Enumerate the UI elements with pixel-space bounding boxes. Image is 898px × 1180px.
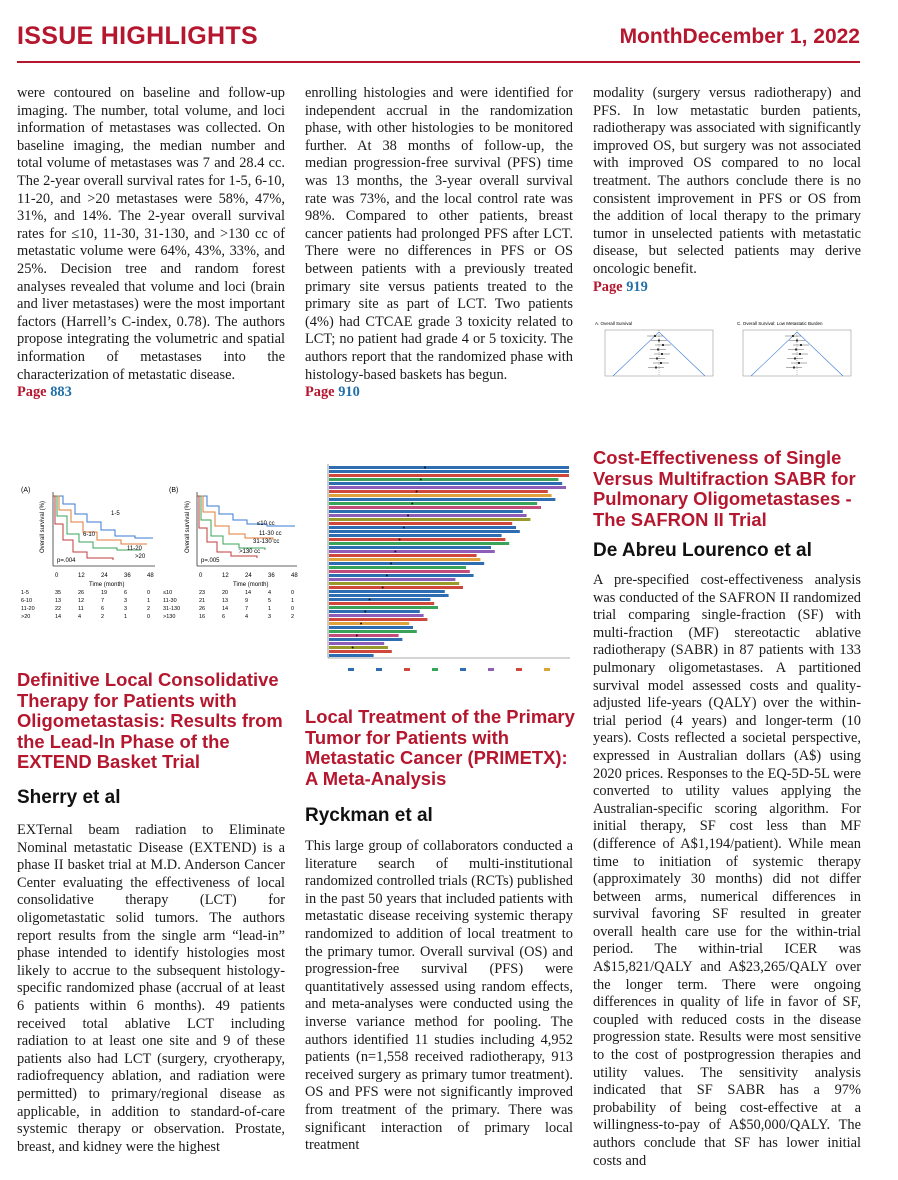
panel_a-risk-value: 14 xyxy=(55,614,62,620)
swimmer-event-marker xyxy=(424,467,426,469)
panel_b-risk-value: 14 xyxy=(222,606,229,612)
page-reference xyxy=(17,384,285,402)
panel-a-series-label-3: 11-20 xyxy=(127,546,142,552)
panel-b-risk-table xyxy=(163,590,294,620)
article-author-sherry: Sherry et al xyxy=(17,787,121,808)
col3-top-text xyxy=(593,85,861,296)
panel_a-risk-value: 1 xyxy=(147,598,151,604)
paragraph: modality (surgery versus radiotherapy) and PFS. In low metastatic burden patients, radiotherapy was associated with significantly improved OS, but surgery was not associated with improved OS compared to no local treatment. The authors conclude there is no consistent improvement in PFS or OS from the addition of local therapy to the primary tumor in unselected patients with metastatic disease, but selected patients may derive oncologic benefit. xyxy=(593,85,861,277)
swimmer-bar xyxy=(329,466,569,469)
panel-b-label: (B) xyxy=(169,487,179,494)
paragraph: enrolling histologies and were identified for independent accrual in the randomization phase, with other histologies to be monitored further. At 38 months of follow-up, the median progression-free survival (PFS) time was 13 months, the 3-year overall survival rate was 73%, and the local control rate was 98%. Compared to other patients, breast cancer patients had prolonged PFS after LCT. There were no differences in PFS or OS between patients with a previously treated primary site versus patients treated to the primary site as part of LCT. Two patients (4%) had CTCAE grade 3 toxicity related to LCT; no patient had grade 4 or 5 toxicity. The authors report that the randomized phase with histology-based baskets has begun. xyxy=(305,85,573,383)
swimmer-plot-figure xyxy=(308,446,576,690)
page-label: Page xyxy=(305,384,335,401)
panel_a-tick-label: 36 xyxy=(124,573,131,579)
swimmer-legend-swatch xyxy=(544,668,550,671)
panel_b-risk-row-label: >130 xyxy=(163,614,176,620)
panel_a-risk-value: 7 xyxy=(101,598,105,604)
panel_b-tick-label: 24 xyxy=(245,573,252,579)
panel_a-tick-label: 48 xyxy=(147,573,154,579)
panel_a-risk-row-label: 6-10 xyxy=(21,598,33,604)
forest-panel-c-title: C. Overall Survival: Low Metastatic Burden xyxy=(737,321,823,326)
panel_b-tick-label: 12 xyxy=(222,573,229,579)
panel-a-pvalue: p=.004 xyxy=(57,558,76,564)
panel_b-risk-value: 20 xyxy=(222,590,229,596)
panel_a-risk-value: 26 xyxy=(78,590,85,596)
panel_a-risk-row-label: 1-5 xyxy=(21,590,29,596)
header-section-title: ISSUE HIGHLIGHTS xyxy=(17,22,258,50)
article-title-primetx: Local Treatment of the Primary Tumor for Patients with Metastatic Cancer (PRIMETX): A Meta-Analysis xyxy=(305,706,575,789)
panel_b-risk-value: 16 xyxy=(199,614,206,620)
col1-article-text xyxy=(17,822,285,1156)
panel_a-risk-value: 19 xyxy=(101,590,108,596)
swimmer-legend-swatch xyxy=(376,668,382,671)
forest-point xyxy=(794,358,796,360)
swimmer-bar xyxy=(329,590,445,593)
swimmer-bar xyxy=(329,494,552,497)
panel_a-risk-value: 11 xyxy=(78,606,84,612)
forest-point xyxy=(792,335,794,337)
swimmer-bar xyxy=(329,642,384,645)
panel-b-pvalue: p=.005 xyxy=(201,558,220,564)
page-number: 919 xyxy=(626,278,648,295)
swimmer-bar xyxy=(329,586,463,589)
panel_a-risk-value: 35 xyxy=(55,590,62,596)
paragraph: EXTernal beam radiation to Eliminate Nominal metastatic Disease (EXTEND) is a phase II basket trial at M.D. Anderson Cancer Center evaluating the effectiveness of local consolidative therapy (LCT) for oligometastatic solid tumors. The authors report results from the single arm “lead-in” phase intended to identify histologies most likely to accrue to the subsequent histology-specific randomized phase (accrual of at least 6 patients within 6 months). 49 patients received total ablative LCT including radiation to at least one site and 9 of these patients also had LCT (surgery, cryotherapy, radiofrequency ablation, and radiation were permitted) to primary/regional disease as applicable, in addition to standard-of-care systemic therapy or observation. Prostate, breast, and kidney were the highest xyxy=(17,822,285,1155)
forest-plot-figure xyxy=(593,318,861,388)
panel-b-series-label-2: 11-30 cc xyxy=(259,531,282,537)
forest-point xyxy=(658,340,660,342)
forest-point xyxy=(655,367,657,369)
col1-top-text xyxy=(17,85,285,402)
panel_a-risk-value: 22 xyxy=(55,606,62,612)
swimmer-legend-swatch xyxy=(488,668,494,671)
forest-point xyxy=(656,358,658,360)
swimmer-bar xyxy=(329,582,459,585)
page-label: Page xyxy=(17,384,47,401)
panel_b-risk-value: 9 xyxy=(245,598,249,604)
panel-b-series-label-4: >130 cc xyxy=(239,549,261,555)
panel_b-risk-value: 3 xyxy=(268,614,272,620)
swimmer-bar xyxy=(329,562,484,565)
panel_b-risk-value: 0 xyxy=(291,606,295,612)
panel_a-risk-value: 3 xyxy=(124,606,128,612)
panel_a-tick-label: 0 xyxy=(55,573,59,579)
swimmer-bar xyxy=(329,574,474,577)
article-author-ryckman: Ryckman et al xyxy=(305,805,433,826)
swimmer-bar xyxy=(329,490,548,493)
panel_b-tick-label: 36 xyxy=(268,573,275,579)
swimmer-bar xyxy=(329,602,434,605)
swimmer-bar xyxy=(329,626,413,629)
panel-a-label: (A) xyxy=(21,487,31,494)
swimmer-event-marker xyxy=(399,539,401,541)
panel_a-risk-row-label: 11-20 xyxy=(21,606,35,612)
panel_b-risk-value: 1 xyxy=(268,606,272,612)
panel-a-risk-table xyxy=(21,590,150,620)
forest-point xyxy=(799,353,801,355)
panel_a-risk-value: 4 xyxy=(78,614,82,620)
swimmer-bar xyxy=(329,558,480,561)
swimmer-bar xyxy=(329,650,392,653)
paragraph: This large group of collaborators conducted a literature search of multi-institutional randomized controlled trials (RCTs) published in the past 50 years that included patients with metastatic disease receiving systemic therapy randomized to addition of local treatment to the primary tumor. Overall survival (OS) and progression-free survival (PFS) were quantitatively assessed using random effects, and meta-analyses were conducted using the inverse variance method for pooling. The authors identified 11 studies including 4,952 patients (n=1,558 received radiotherapy, 913 received surgery as primary tumor treatment). OS and PFS were not significantly improved from treatment of the primary. There was significant interaction of primary local treatment xyxy=(305,838,573,1154)
forest-point xyxy=(661,353,663,355)
panel_a-risk-value: 13 xyxy=(55,598,62,604)
swimmer-bar xyxy=(329,514,527,517)
swimmer-bar xyxy=(329,506,541,509)
col2-article-text xyxy=(305,838,573,1155)
panel-b-series-label-1: ≤10 cc xyxy=(257,521,275,527)
panel_b-risk-value: 14 xyxy=(245,590,252,596)
panel-b-series-label-3: 31-130 cc xyxy=(253,539,280,545)
panel_b-risk-value: 1 xyxy=(291,598,295,604)
swimmer-bar xyxy=(329,554,477,557)
swimmer-event-marker xyxy=(407,515,409,517)
article-author-de-abreu-lourenco: De Abreu Lourenco et al xyxy=(593,540,812,561)
swimmer-bar xyxy=(329,470,569,473)
page-label: Page xyxy=(593,278,623,295)
article-title-safron: Cost-Effectiveness of Single Versus Multifraction SABR for Pulmonary Oligometastases - The SAFRON II Trial xyxy=(593,447,856,530)
swimmer-bar xyxy=(329,478,558,481)
paragraph: were contoured on baseline and follow-up imaging. The number, total volume, and loci information of metastases was collected. On baseline imaging, the median number and total volume of metastases was 7 and 28.4 cc. The 2-year overall survival rates for 1-5, 6-10, 11-20, and >20 metastases were 58%, 47%, 31%, and 14%. The 2-year overall survival rates for ≤10, 11-30, 31-130, and >130 cc of metastatic volume were 64%, 43%, 33%, and 25%. Decision tree and random forest analyses revealed that volume and loci (brain and liver metastases) were the most important factors (Harrell’s C-index, 0.78). The authors propose integrating the volumetric and spatial information of metastases into the characterization of metastatic disease. xyxy=(17,85,285,383)
swimmer-bar xyxy=(329,538,505,541)
swimmer-event-marker xyxy=(403,527,405,529)
panel-b-ylabel: Overall survival (%) xyxy=(185,500,191,553)
swimmer-bar xyxy=(329,534,502,537)
page-reference xyxy=(593,279,861,297)
swimmer-event-marker xyxy=(416,491,418,493)
panel_a-risk-value: 0 xyxy=(147,614,151,620)
swimmer-bar xyxy=(329,546,491,549)
swimmer-bar xyxy=(329,550,495,553)
panel_b-risk-value: 6 xyxy=(222,614,226,620)
swimmer-event-marker xyxy=(386,575,388,577)
panel_b-risk-value: 21 xyxy=(199,598,206,604)
forest-point xyxy=(795,349,797,351)
panel_b-risk-row-label: 31-130 xyxy=(163,606,181,612)
swimmer-bar xyxy=(329,578,455,581)
swimmer-bar xyxy=(329,634,399,637)
swimmer-bar xyxy=(329,610,420,613)
panel-a-x-ticks xyxy=(55,573,154,579)
forest-point xyxy=(654,335,656,337)
panel_b-tick-label: 0 xyxy=(199,573,203,579)
swimmer-legend-swatch xyxy=(348,668,354,671)
panel_a-risk-value: 2 xyxy=(147,606,151,612)
panel_b-risk-value: 5 xyxy=(268,598,272,604)
forest-point xyxy=(793,367,795,369)
swimmer-bar xyxy=(329,510,523,513)
panel_b-risk-value: 23 xyxy=(199,590,206,596)
panel_a-risk-value: 1 xyxy=(124,614,128,620)
swimmer-bar xyxy=(329,618,427,621)
panel-a-series-label-2: 6-10 xyxy=(83,532,96,538)
panel_a-tick-label: 12 xyxy=(78,573,85,579)
swimmer-plot-svg xyxy=(308,446,576,690)
forest-point xyxy=(662,344,664,346)
col2-top-text xyxy=(305,85,573,402)
paragraph: A pre-specified cost-effectiveness analysis was conducted of the SAFRON II randomized trial comparing single-fraction (SF) with multi-fraction (MF) stereotactic ablative radiotherapy (SABR) in 87 patients with 133 pulmonary oligometastases. A partitioned survival model assessed costs and quality-adjusted life-years (QALY) over the within-trial period (4 years) and longer-term (10 years). Costs reflected a societal perspective, expressed in Australian dollars (A$) using 2020 prices. Responses to the EQ-5D-5L were converted to utility values applying the Australian-specific scoring algorithm. For initial therapy, SF cost less than MF (difference of A$1,194/patient). While mean time to initiation of systemic therapy (approximately 30 months) did not differ between arms, numerical differences in survival favoring SF resulted in greater overall health care use for the within-trial period. The within-trial ICER was A$15,821/QALY and A$23,265/QALY over the longer term. There were ongoing differences in quality of life in favor of SF, coupled with reduced costs in the disease progression state. Results were most sensitive to the cost of postprogression therapies and utility values. The sensitivity analysis indicated that SF SABR has a 97% probability of being cost-effective at a willingness-to-pay of A$50,000/QALY. The authors conclude that SF has lower initial costs and xyxy=(593,572,861,1169)
panel_a-risk-value: 0 xyxy=(147,590,151,596)
panel-a-series-label-1: 1-5 xyxy=(111,511,120,517)
panel_b-risk-value: 4 xyxy=(268,590,272,596)
swimmer-legend-swatch xyxy=(460,668,466,671)
panel_a-risk-value: 2 xyxy=(101,614,105,620)
panel-b-curve-1 xyxy=(197,496,295,526)
km-survival-svg xyxy=(17,478,299,628)
swimmer-event-marker xyxy=(390,563,392,565)
page-number: 910 xyxy=(338,384,360,401)
panel_b-risk-row-label: 11-30 xyxy=(163,598,177,604)
panel_b-risk-value: 4 xyxy=(245,614,249,620)
header-rule xyxy=(17,61,860,63)
panel_a-tick-label: 24 xyxy=(101,573,108,579)
swimmer-event-marker xyxy=(352,647,354,649)
swimmer-bar xyxy=(329,598,430,601)
swimmer-event-marker xyxy=(360,623,362,625)
swimmer-event-marker xyxy=(356,635,358,637)
panel_a-risk-value: 6 xyxy=(124,590,128,596)
panel_b-risk-value: 26 xyxy=(199,606,206,612)
panel-a-ylabel: Overall survival (%) xyxy=(40,500,46,553)
col3-article-text xyxy=(593,572,861,1170)
forest-point xyxy=(798,362,800,364)
swimmer-bar xyxy=(329,566,466,569)
swimmer-bar xyxy=(329,486,566,489)
swimmer-event-marker xyxy=(382,587,384,589)
swimmer-legend-swatch xyxy=(432,668,438,671)
panel_a-risk-row-label: >20 xyxy=(21,614,31,620)
swimmer-legend-swatch xyxy=(404,668,410,671)
swimmer-event-marker xyxy=(394,551,396,553)
panel_b-tick-label: 48 xyxy=(291,573,298,579)
swimmer-bar xyxy=(329,638,402,641)
panel_a-risk-value: 12 xyxy=(78,598,85,604)
swimmer-bar xyxy=(329,606,438,609)
article-title-extend: Definitive Local Consolidative Therapy for Patients with Oligometastasis: Results from the Lead-In Phase of the EXTEND Basket Trial xyxy=(17,669,283,772)
panel_b-risk-value: 13 xyxy=(222,598,229,604)
swimmer-bar xyxy=(329,622,409,625)
forest-point xyxy=(657,349,659,351)
panel-a-curve-1 xyxy=(53,496,153,538)
swimmer-bar xyxy=(329,614,424,617)
page-reference xyxy=(305,384,573,402)
km-survival-figure xyxy=(17,478,299,628)
forest-point xyxy=(796,340,798,342)
page-number: 883 xyxy=(50,384,72,401)
swimmer-bar xyxy=(329,498,555,501)
panel-b-xlabel: Time (month) xyxy=(233,582,269,588)
swimmer-bar xyxy=(329,502,537,505)
swimmer-event-marker xyxy=(420,479,422,481)
forest-plot-svg xyxy=(593,318,861,388)
panel_b-risk-value: 2 xyxy=(291,614,295,620)
swimmer-bar xyxy=(329,630,417,633)
panel_b-risk-value: 7 xyxy=(245,606,249,612)
swimmer-bar xyxy=(329,654,374,657)
panel-b-x-ticks xyxy=(199,573,298,579)
swimmer-bar xyxy=(329,646,388,649)
forest-point xyxy=(800,344,802,346)
swimmer-bar xyxy=(329,542,509,545)
panel_b-risk-row-label: ≤10 xyxy=(163,590,173,596)
swimmer-bar xyxy=(329,474,569,477)
swimmer-event-marker xyxy=(364,611,366,613)
panel-a-xlabel: Time (month) xyxy=(89,582,125,588)
swimmer-bar xyxy=(329,522,512,525)
panel_a-risk-value: 6 xyxy=(101,606,105,612)
swimmer-bar xyxy=(329,530,520,533)
swimmer-bar xyxy=(329,570,470,573)
forest-panel-a-title: A. Overall Survival xyxy=(595,321,633,326)
swimmer-event-marker xyxy=(411,503,413,505)
swimmer-bar xyxy=(329,526,516,529)
swimmer-bar xyxy=(329,482,562,485)
panel-a-series-label-4: >20 xyxy=(135,554,146,560)
forest-point xyxy=(660,362,662,364)
header-date: MonthDecember 1, 2022 xyxy=(619,25,860,48)
swimmer-bar xyxy=(329,594,449,597)
swimmer-bar xyxy=(329,518,530,521)
panel_b-risk-value: 0 xyxy=(291,590,295,596)
swimmer-legend-swatch xyxy=(516,668,522,671)
panel_a-risk-value: 3 xyxy=(124,598,128,604)
swimmer-event-marker xyxy=(369,599,371,601)
